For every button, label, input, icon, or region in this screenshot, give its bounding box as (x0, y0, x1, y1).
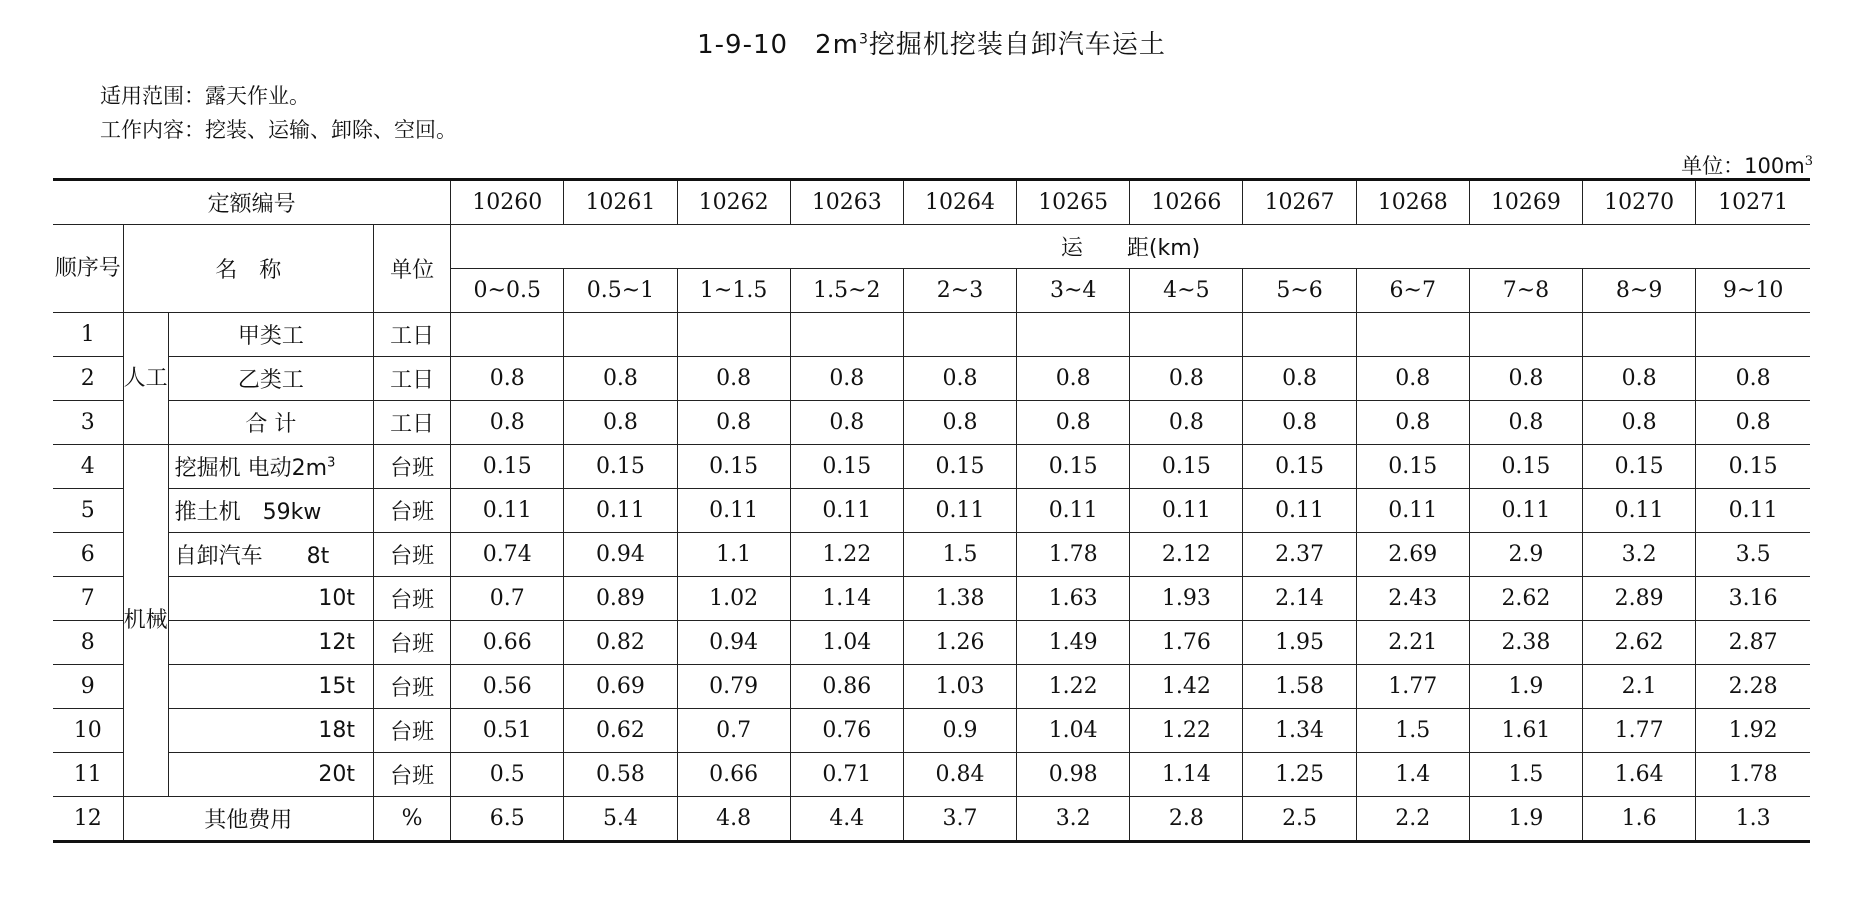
value-cell: 4.8 (677, 797, 790, 842)
row-name-cell (168, 665, 373, 709)
value-cell: 0.8 (677, 357, 790, 401)
table-row (53, 753, 1810, 797)
value-cell: 1.6 (1583, 797, 1696, 842)
value-cell: 0.15 (677, 445, 790, 489)
row-seq: 5 (53, 489, 123, 533)
row-seq: 11 (53, 753, 123, 797)
value-cell: 6.5 (451, 797, 564, 842)
table-row (53, 313, 1810, 357)
unit-label (1681, 150, 1813, 180)
distance-range: 0~0.5 (451, 269, 564, 313)
row-unit: % (374, 797, 451, 842)
value-cell: 1.78 (1696, 753, 1810, 797)
value-cell: 0.8 (1243, 401, 1356, 445)
value-cell: 0.8 (1696, 401, 1810, 445)
table-body (53, 180, 1810, 842)
value-cell: 0.15 (451, 445, 564, 489)
value-cell: 1.22 (790, 533, 903, 577)
value-cell: 0.15 (790, 445, 903, 489)
value-cell: 0.79 (677, 665, 790, 709)
value-cell: 1.9 (1469, 665, 1582, 709)
page-title (0, 24, 1863, 61)
value-cell (1243, 313, 1356, 357)
value-cell: 0.8 (1469, 401, 1582, 445)
value-cell: 0.15 (903, 445, 1016, 489)
value-cell: 2.28 (1696, 665, 1810, 709)
value-cell: 1.1 (677, 533, 790, 577)
value-cell: 4.4 (790, 797, 903, 842)
value-cell: 1.77 (1583, 709, 1696, 753)
row-name-superscript: 3 (327, 455, 336, 471)
value-cell: 0.71 (790, 753, 903, 797)
value-cell: 0.15 (1130, 445, 1243, 489)
value-cell: 0.11 (1017, 489, 1130, 533)
distance-range: 3~4 (1017, 269, 1130, 313)
quota-number: 10260 (451, 180, 564, 225)
row-seq: 8 (53, 621, 123, 665)
quota-table (53, 178, 1810, 843)
table-row (53, 357, 1810, 401)
quota-number: 10269 (1469, 180, 1582, 225)
row-name: 18t (318, 718, 356, 743)
row-name-cell (168, 709, 373, 753)
row-seq: 1 (53, 313, 123, 357)
value-cell: 0.15 (1243, 445, 1356, 489)
row-name: 合 计 (245, 412, 297, 437)
value-cell: 2.87 (1696, 621, 1810, 665)
value-cell: 0.94 (677, 621, 790, 665)
row-name-cell (168, 313, 373, 357)
quota-number: 10263 (790, 180, 903, 225)
row-name-cell (168, 357, 373, 401)
value-cell: 1.61 (1469, 709, 1582, 753)
row-unit: 台班 (374, 445, 451, 489)
value-cell: 2.14 (1243, 577, 1356, 621)
work-content-text: 工作内容：挖装、运输、卸除、空回。 (100, 118, 457, 142)
value-cell: 1.22 (1130, 709, 1243, 753)
value-cell (451, 313, 564, 357)
value-cell: 0.8 (1130, 357, 1243, 401)
row-name-cell (168, 533, 373, 577)
value-cell: 0.11 (903, 489, 1016, 533)
value-cell: 0.89 (564, 577, 677, 621)
value-cell: 0.7 (677, 709, 790, 753)
value-cell: 0.15 (1469, 445, 1582, 489)
value-cell: 0.9 (903, 709, 1016, 753)
value-cell: 3.7 (903, 797, 1016, 842)
value-cell: 0.8 (1583, 357, 1696, 401)
value-cell: 1.34 (1243, 709, 1356, 753)
value-cell: 0.8 (1356, 357, 1469, 401)
row-name-cell (168, 577, 373, 621)
value-cell: 0.74 (451, 533, 564, 577)
value-cell: 0.11 (1130, 489, 1243, 533)
row-unit: 工日 (374, 313, 451, 357)
row-unit: 台班 (374, 577, 451, 621)
group-labor: 人工 (123, 313, 168, 445)
title-superscript: 3 (858, 31, 869, 48)
table-row (53, 533, 1810, 577)
quota-number: 10267 (1243, 180, 1356, 225)
row-name: 甲类工 (237, 324, 304, 349)
value-cell: 0.11 (1243, 489, 1356, 533)
distance-range: 9~10 (1696, 269, 1810, 313)
value-cell: 3.16 (1696, 577, 1810, 621)
value-cell: 0.11 (1356, 489, 1469, 533)
value-cell: 1.58 (1243, 665, 1356, 709)
value-cell: 2.38 (1469, 621, 1582, 665)
value-cell (1130, 313, 1243, 357)
value-cell: 0.8 (790, 357, 903, 401)
row-unit: 台班 (374, 709, 451, 753)
value-cell (1696, 313, 1810, 357)
table-row (53, 709, 1810, 753)
value-cell: 1.64 (1583, 753, 1696, 797)
seq-header: 顺序号 (53, 225, 123, 313)
value-cell: 0.15 (1583, 445, 1696, 489)
value-cell: 0.56 (451, 665, 564, 709)
title-suffix: 挖掘机挖装自卸汽车运土 (868, 30, 1166, 60)
group-machine: 机械 (123, 445, 168, 797)
value-cell: 2.12 (1130, 533, 1243, 577)
row-seq: 9 (53, 665, 123, 709)
quota-number-row (53, 180, 1810, 225)
value-cell: 1.14 (790, 577, 903, 621)
value-cell: 0.8 (564, 357, 677, 401)
distance-range: 4~5 (1130, 269, 1243, 313)
distance-range: 5~6 (1243, 269, 1356, 313)
value-cell: 0.98 (1017, 753, 1130, 797)
unit-superscript: 3 (1804, 154, 1813, 169)
other-expense-row (53, 797, 1810, 842)
value-cell: 2.1 (1583, 665, 1696, 709)
value-cell: 3.2 (1583, 533, 1696, 577)
value-cell: 3.5 (1696, 533, 1810, 577)
value-cell: 1.63 (1017, 577, 1130, 621)
value-cell: 1.02 (677, 577, 790, 621)
table-row (53, 621, 1810, 665)
row-seq: 2 (53, 357, 123, 401)
value-cell: 0.7 (451, 577, 564, 621)
value-cell: 1.25 (1243, 753, 1356, 797)
value-cell: 0.11 (1469, 489, 1582, 533)
value-cell: 0.8 (790, 401, 903, 445)
row-unit: 工日 (374, 401, 451, 445)
value-cell: 5.4 (564, 797, 677, 842)
value-cell: 0.8 (1017, 357, 1130, 401)
value-cell (903, 313, 1016, 357)
value-cell: 1.38 (903, 577, 1016, 621)
value-cell: 1.22 (1017, 665, 1130, 709)
value-cell (1017, 313, 1130, 357)
quota-number: 10268 (1356, 180, 1469, 225)
row-name: 乙类工 (237, 368, 304, 393)
value-cell: 0.15 (564, 445, 677, 489)
value-cell: 0.8 (1583, 401, 1696, 445)
value-cell: 0.11 (790, 489, 903, 533)
distance-range: 1.5~2 (790, 269, 903, 313)
value-cell: 1.5 (903, 533, 1016, 577)
value-cell: 1.9 (1469, 797, 1582, 842)
value-cell: 0.8 (1017, 401, 1130, 445)
value-cell (677, 313, 790, 357)
row-unit: 工日 (374, 357, 451, 401)
row-name: 10t (318, 586, 356, 611)
table-row (53, 401, 1810, 445)
value-cell: 1.04 (1017, 709, 1130, 753)
quota-number: 10270 (1583, 180, 1696, 225)
value-cell: 1.77 (1356, 665, 1469, 709)
table-row (53, 577, 1810, 621)
value-cell: 2.89 (1583, 577, 1696, 621)
value-cell: 2.8 (1130, 797, 1243, 842)
value-cell: 1.4 (1356, 753, 1469, 797)
row-unit: 台班 (374, 665, 451, 709)
value-cell: 1.03 (903, 665, 1016, 709)
row-seq: 12 (53, 797, 123, 842)
quota-number: 10266 (1130, 180, 1243, 225)
distance-range: 2~3 (903, 269, 1016, 313)
value-cell: 2.37 (1243, 533, 1356, 577)
value-cell: 0.76 (790, 709, 903, 753)
value-cell: 1.42 (1130, 665, 1243, 709)
value-cell: 0.51 (451, 709, 564, 753)
row-name: 其他费用 (123, 797, 373, 842)
distance-range: 7~8 (1469, 269, 1582, 313)
value-cell: 2.2 (1356, 797, 1469, 842)
value-cell: 0.8 (451, 401, 564, 445)
row-seq: 6 (53, 533, 123, 577)
value-cell: 0.8 (677, 401, 790, 445)
value-cell: 0.11 (451, 489, 564, 533)
row-name: 20t (318, 762, 356, 787)
row-seq: 4 (53, 445, 123, 489)
value-cell: 0.8 (903, 401, 1016, 445)
row-unit: 台班 (374, 621, 451, 665)
value-cell: 1.26 (903, 621, 1016, 665)
row-name: 12t (318, 630, 356, 655)
row-seq: 3 (53, 401, 123, 445)
row-name: 15t (318, 674, 356, 699)
value-cell: 0.62 (564, 709, 677, 753)
quota-number: 10261 (564, 180, 677, 225)
row-unit: 台班 (374, 489, 451, 533)
value-cell: 0.15 (1017, 445, 1130, 489)
row-name-cell (168, 489, 373, 533)
value-cell: 2.5 (1243, 797, 1356, 842)
value-cell: 0.8 (1243, 357, 1356, 401)
distance-range: 8~9 (1583, 269, 1696, 313)
unit-header: 单位 (374, 225, 451, 313)
value-cell: 0.69 (564, 665, 677, 709)
row-name: 自卸汽车 8t (174, 544, 330, 569)
value-cell: 0.58 (564, 753, 677, 797)
value-cell: 2.21 (1356, 621, 1469, 665)
value-cell: 0.11 (1583, 489, 1696, 533)
quota-number: 10262 (677, 180, 790, 225)
row-unit: 台班 (374, 753, 451, 797)
value-cell: 1.04 (790, 621, 903, 665)
value-cell: 0.66 (677, 753, 790, 797)
value-cell: 1.76 (1130, 621, 1243, 665)
value-cell: 1.14 (1130, 753, 1243, 797)
row-name: 推土机 59kw (174, 500, 322, 525)
value-cell: 1.3 (1696, 797, 1810, 842)
value-cell: 1.95 (1243, 621, 1356, 665)
row-unit: 台班 (374, 533, 451, 577)
value-cell: 0.15 (1696, 445, 1810, 489)
value-cell: 0.66 (451, 621, 564, 665)
quota-number: 10271 (1696, 180, 1810, 225)
distance-header: 运 距(km) (451, 225, 1810, 269)
value-cell: 2.43 (1356, 577, 1469, 621)
value-cell: 1.5 (1356, 709, 1469, 753)
value-cell: 1.92 (1696, 709, 1810, 753)
value-cell: 0.8 (903, 357, 1016, 401)
value-cell (1583, 313, 1696, 357)
value-cell: 0.8 (1696, 357, 1810, 401)
value-cell: 1.5 (1469, 753, 1582, 797)
quota-number: 10264 (903, 180, 1016, 225)
row-name-cell (168, 445, 373, 489)
value-cell: 1.93 (1130, 577, 1243, 621)
value-cell: 0.11 (564, 489, 677, 533)
value-cell: 0.11 (1696, 489, 1810, 533)
value-cell: 0.94 (564, 533, 677, 577)
value-cell: 1.78 (1017, 533, 1130, 577)
value-cell: 0.82 (564, 621, 677, 665)
title-prefix: 1-9-10 2m (697, 30, 859, 60)
value-cell: 0.5 (451, 753, 564, 797)
value-cell (1469, 313, 1582, 357)
table-row (53, 489, 1810, 533)
value-cell: 0.84 (903, 753, 1016, 797)
row-name-cell (168, 621, 373, 665)
value-cell: 0.8 (564, 401, 677, 445)
value-cell: 2.69 (1356, 533, 1469, 577)
header-row (53, 225, 1810, 269)
quota-number: 10265 (1017, 180, 1130, 225)
row-seq: 7 (53, 577, 123, 621)
row-name-cell (168, 753, 373, 797)
table-row (53, 445, 1810, 489)
value-cell: 1.49 (1017, 621, 1130, 665)
value-cell: 0.8 (1356, 401, 1469, 445)
name-header: 名 称 (123, 225, 373, 313)
value-cell: 3.2 (1017, 797, 1130, 842)
value-cell: 0.8 (1469, 357, 1582, 401)
value-cell (1356, 313, 1469, 357)
value-cell: 0.15 (1356, 445, 1469, 489)
value-cell: 0.11 (677, 489, 790, 533)
quota-label: 定额编号 (53, 180, 451, 225)
value-cell (790, 313, 903, 357)
row-name: 挖掘机 电动2m (174, 456, 328, 481)
value-cell (564, 313, 677, 357)
value-cell: 2.62 (1583, 621, 1696, 665)
table-row (53, 665, 1810, 709)
distance-range: 0.5~1 (564, 269, 677, 313)
value-cell: 0.8 (1130, 401, 1243, 445)
distance-range: 6~7 (1356, 269, 1469, 313)
scope-text: 适用范围：露天作业。 (100, 84, 310, 108)
value-cell: 2.62 (1469, 577, 1582, 621)
row-name-cell (168, 401, 373, 445)
value-cell: 2.9 (1469, 533, 1582, 577)
row-seq: 10 (53, 709, 123, 753)
value-cell: 0.8 (451, 357, 564, 401)
distance-range: 1~1.5 (677, 269, 790, 313)
unit-text: 单位：100m (1681, 154, 1805, 178)
value-cell: 0.86 (790, 665, 903, 709)
